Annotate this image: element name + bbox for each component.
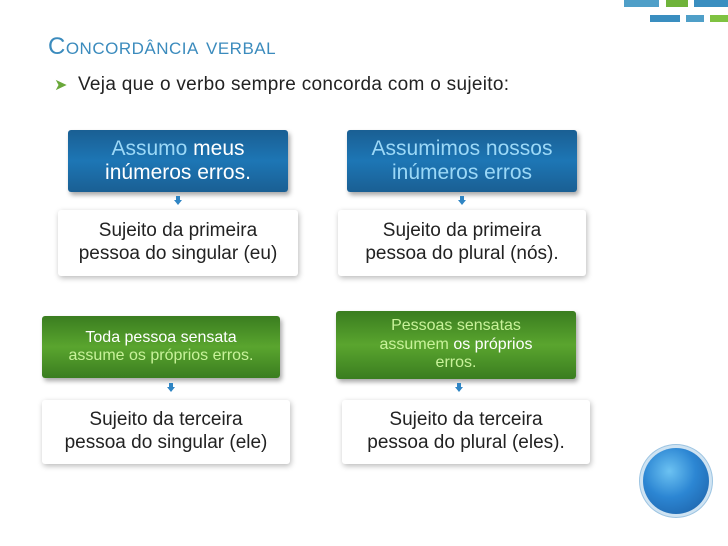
label-line: pessoa do plural (nós). [365, 243, 559, 264]
sentence-text: os próprios [448, 335, 533, 353]
verb-highlight: Assumimos [371, 136, 481, 160]
subject-label-2 [338, 210, 586, 276]
sentence-text: Toda pessoa sensata [85, 328, 237, 346]
down-arrow-icon [455, 383, 463, 392]
subject-label-1 [58, 210, 298, 276]
label-line: Sujeito da primeira [98, 220, 258, 242]
bullet-item [54, 74, 509, 96]
sentence-card-2 [347, 130, 577, 192]
verb-highlight: Assumo [111, 136, 188, 160]
sentence-text: Pessoas sensatas [391, 317, 521, 335]
label-line: pessoa do singular (eu) [78, 243, 278, 264]
verb-highlight: assume [68, 347, 125, 364]
subject-label-3 [42, 400, 290, 464]
sentence-text: erros. [435, 354, 477, 372]
label-line: pessoa do singular (ele) [64, 432, 268, 453]
slide-title: Concordância verbal [48, 33, 277, 60]
sentence-card-4 [336, 311, 576, 379]
decor-bar [650, 15, 680, 22]
subject-label-4 [342, 400, 590, 464]
sentence-text: inúmeros erros [391, 161, 533, 184]
decor-bar [624, 0, 659, 7]
down-arrow-icon [458, 196, 466, 205]
down-arrow-icon [167, 383, 175, 392]
label-line: Sujeito da terceira [89, 409, 243, 431]
sentence-text: inúmeros erros. [105, 161, 251, 184]
down-arrow-icon [174, 196, 182, 205]
bullet-text: Veja que o verbo sempre concorda com o sujeito: [78, 74, 510, 95]
decor-bar [666, 0, 688, 7]
label-line: Sujeito da terceira [389, 409, 543, 431]
sentence-text: nossos [480, 136, 553, 160]
sentence-card-1 [68, 130, 288, 192]
decor-bar [710, 15, 728, 22]
sentence-text: meus [187, 136, 245, 160]
decor-bar [686, 15, 704, 22]
decor-bar [694, 0, 728, 7]
sentence-card-3 [42, 316, 280, 378]
label-line: Sujeito da primeira [382, 220, 542, 242]
sentence-text: os próprios erros. [124, 347, 254, 364]
bullet-arrow-icon: ➤ [54, 77, 68, 94]
verb-highlight: assumem [379, 335, 449, 353]
label-line: pessoa do plural (eles). [367, 432, 565, 453]
decorative-circle [643, 448, 709, 514]
